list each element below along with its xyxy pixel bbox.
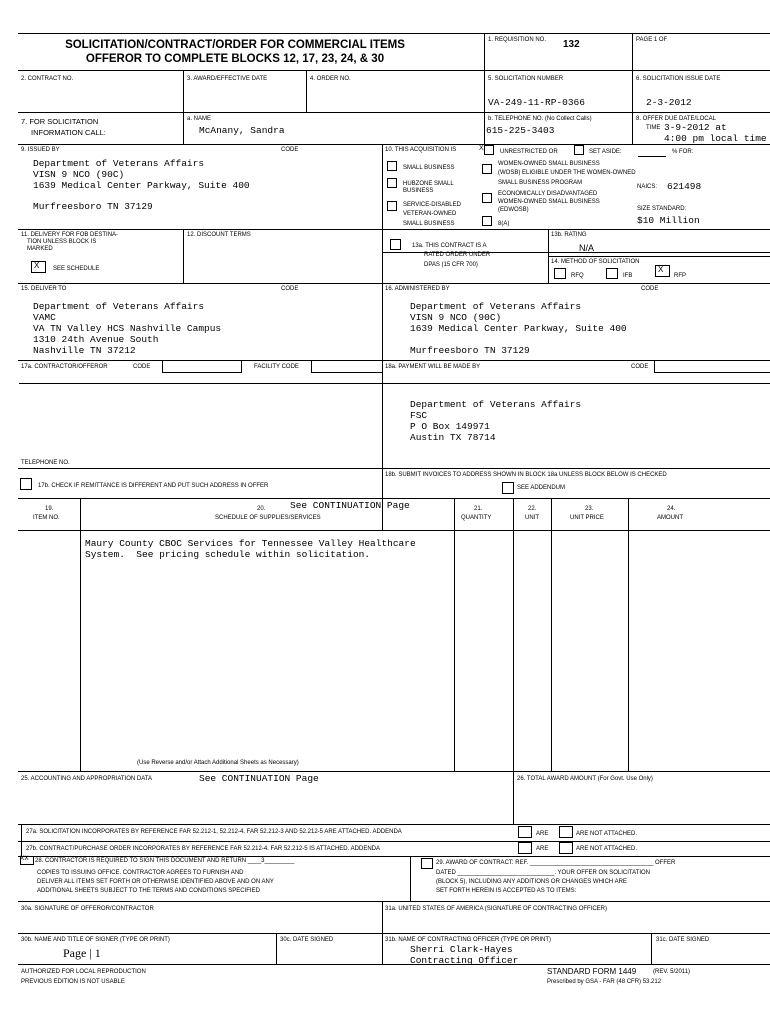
- administered-by-line: VISN 9 NCO (90C): [410, 312, 502, 323]
- see-schedule-label: SEE SCHEDULE: [53, 266, 100, 272]
- block29-line: SET FORTH HEREIN IS ACCEPTED AS TO ITEMS:: [436, 888, 577, 894]
- issued-by-line: VISN 9 NCO (90C): [33, 169, 125, 180]
- officer-name-label: 31b. NAME OF CONTRACTING OFFICER (TYPE OR PRINT): [385, 937, 552, 943]
- block28-line: ADDITIONAL SHEETS SUBJECT TO THE TERMS AND CONDITIONS SPECIFIED: [37, 888, 260, 894]
- acquisition-mark: X: [479, 145, 484, 152]
- telephone-label: b. TELEPHONE NO. (No Collect Calls): [488, 116, 592, 122]
- block29-line: 29. AWARD OF CONTRACT: REF. _____________________________________ OFFER: [436, 860, 676, 866]
- issue-date-value[interactable]: 2-3-2012: [646, 97, 692, 108]
- deliver-to-line: 1310 24th Avenue South: [33, 334, 159, 345]
- form-title-line1: SOLICITATION/CONTRACT/ORDER FOR COMMERCIAL ITEMS: [65, 39, 405, 51]
- remittance-label: 17b. CHECK IF REMITTANCE IS DIFFERENT AND PUT SUCH ADDRESS IN OFFER: [38, 483, 269, 489]
- col-schedule: SCHEDULE OF SUPPLIES/SERVICES: [215, 515, 321, 521]
- offer-due-value-2[interactable]: 4:00 pm local time: [664, 133, 767, 144]
- contract-no-label: 2. CONTRACT NO.: [21, 76, 74, 82]
- sdvosb-label: SERVICE-DISABLED: [403, 202, 461, 208]
- issued-by-line: 1639 Medical Center Parkway, Suite 400: [33, 180, 250, 191]
- contractor-code-label: CODE: [133, 364, 151, 370]
- schedule-description: System. See pricing schedule within solicitation.: [85, 549, 371, 560]
- delivery-fob-label: TION UNLESS BLOCK IS: [27, 239, 97, 245]
- telephone-value[interactable]: 615-225-3403: [486, 125, 555, 136]
- block28-line: COPIES TO ISSUING OFFICE. CONTRACTOR AGREES TO FURNISH AND: [37, 870, 244, 876]
- payment-label: 18a. PAYMENT WILL BE MADE BY: [385, 364, 481, 370]
- accounting-value[interactable]: See CONTINUATION Page: [199, 773, 319, 784]
- col-unit-price: UNIT PRICE: [570, 515, 604, 521]
- payment-line: P O Box 149971: [410, 421, 490, 432]
- award-date-label: 3. AWARD/EFFECTIVE DATE: [187, 76, 268, 82]
- see-addendum-label: SEE ADDENDUM: [517, 485, 566, 491]
- accounting-label: 25. ACCOUNTING AND APPROPRIATION DATA: [21, 776, 153, 782]
- block28-mark: XX: [20, 855, 29, 862]
- issued-by-code-label: CODE: [281, 147, 299, 153]
- set-aside-checkbox[interactable]: [574, 145, 584, 155]
- contractor-label: 17a. CONTRACTOR/OFFEROR: [21, 364, 108, 370]
- deliver-to-label: 15. DELIVER TO: [21, 286, 67, 292]
- page-number-footer: Page | 1: [63, 946, 101, 960]
- date-signed-30c-label: 30c. DATE SIGNED: [280, 937, 334, 943]
- deliver-to-line: VAMC: [33, 312, 56, 323]
- form-title-line2: OFFEROR TO COMPLETE BLOCKS 12, 17, 23, 24, & 30: [85, 53, 385, 65]
- eight-a-label: 8(A): [498, 221, 510, 227]
- delivery-fob-mark: X: [34, 261, 40, 270]
- unrestricted-checkbox[interactable]: [484, 145, 494, 155]
- officer-title-value: Contracting Officer: [410, 955, 519, 966]
- col-quantity: QUANTITY: [461, 515, 492, 521]
- block29-line: (BLOCK 5), INCLUDING ANY ADDITIONS OR CHANGES WHICH ARE: [436, 879, 627, 885]
- prescribed-by: Prescribed by GSA - FAR (48 CFR) 53.212: [547, 979, 662, 985]
- block28-checkbox[interactable]: [20, 856, 34, 865]
- submit-invoices-label: 18b. SUBMIT INVOICES TO ADDRESS SHOWN IN BLOCK 18a UNLESS BLOCK BELOW IS CHECKED: [385, 472, 667, 478]
- col-unit-price-num: 23.: [585, 506, 594, 512]
- col-amount-num: 24.: [667, 506, 676, 512]
- unrestricted-label: UNRESTRICTED OR: [500, 149, 558, 155]
- eight-a-checkbox[interactable]: [482, 216, 492, 226]
- clause-27b: 27b. CONTRACT/PURCHASE ORDER INCORPORATES BY REFERENCE FAR 52.212-4. FAR 52.212-5 IS ATTACHED. ADDENDA: [26, 846, 380, 852]
- wosb-checkbox[interactable]: [482, 164, 492, 174]
- footer-previous: PREVIOUS EDITION IS NOT USABLE: [21, 979, 125, 985]
- naics-label: NAICS:: [637, 184, 658, 190]
- block28-line: DELIVER ALL ITEMS SET FORTH OR OTHERWISE IDENTIFIED ABOVE AND ON ANY: [37, 879, 274, 885]
- signature-officer-label: 31a. UNITED STATES OF AMERICA (SIGNATURE OF CONTRACTING OFFICER): [385, 906, 608, 912]
- administered-by-label: 16. ADMINISTERED BY: [385, 286, 450, 292]
- col-item-no-num: 19.: [45, 506, 54, 512]
- 27b-are-not-checkbox[interactable]: [559, 842, 573, 854]
- contractor-code-input[interactable]: [162, 360, 242, 373]
- block28-line: 28. CONTRACTOR IS REQUIRED TO SIGN THIS DOCUMENT AND RETURN ____3_________: [35, 858, 295, 864]
- solicitation-number-value[interactable]: VA-249-11-RP-0366: [488, 97, 585, 108]
- facility-code-input[interactable]: [311, 360, 383, 373]
- administered-by-line: 1639 Medical Center Parkway, Suite 400: [410, 323, 627, 334]
- payment-line: Department of Veterans Affairs: [410, 399, 582, 410]
- 27a-are-not-label: ARE NOT ATTACHED.: [576, 831, 638, 837]
- hubzone-label: HUBZONE SMALL: [403, 181, 454, 187]
- schedule-description: Maury County CBOC Services for Tennessee Valley Healthcare: [85, 538, 416, 549]
- 27a-are-label: ARE: [536, 831, 549, 837]
- facility-code-label: FACILITY CODE: [254, 364, 299, 370]
- rated-order-label: RATED ORDER UNDER: [424, 252, 491, 258]
- 27b-are-not-label: ARE NOT ATTACHED.: [576, 846, 638, 852]
- remittance-checkbox[interactable]: [20, 478, 32, 490]
- payment-code-input[interactable]: [654, 360, 770, 373]
- 27b-are-checkbox[interactable]: [518, 842, 532, 854]
- solicitation-number-label: 5. SOLICITATION NUMBER: [488, 76, 564, 82]
- deliver-to-line: Department of Veterans Affairs: [33, 301, 205, 312]
- edwosb-label: ECONOMICALLY DISADVANTAGED: [498, 191, 598, 197]
- sdvosb-label: VETERAN-OWNED: [403, 211, 457, 217]
- size-standard-value[interactable]: $10 Million: [637, 215, 700, 226]
- deliver-to-code-label: CODE: [281, 286, 299, 292]
- administered-by-line: Murfreesboro TN 37129: [410, 345, 530, 356]
- ifb-label: IFB: [623, 273, 633, 279]
- col-item-no: ITEM NO.: [33, 515, 60, 521]
- edwosb-label: (EDWOSB): [498, 207, 529, 213]
- rfp-label: RFP: [674, 273, 686, 279]
- name-label: a. NAME: [187, 116, 212, 122]
- block27-left-bar: [21, 824, 22, 856]
- date-signed-31c-label: 31c. DATE SIGNED: [656, 937, 710, 943]
- small-business-label: SMALL BUSINESS: [403, 165, 455, 171]
- delivery-fob-label: 11. DELIVERY FOR FOB DESTINA-: [21, 232, 119, 238]
- 27b-are-label: ARE: [536, 846, 549, 852]
- col-schedule-value[interactable]: See CONTINUATION Page: [290, 500, 410, 511]
- issued-by-line: Murfreesboro TN 37129: [33, 201, 153, 212]
- administered-by-code-label: CODE: [641, 286, 659, 292]
- edwosb-label: WOMEN-OWNED SMALL BUSINESS: [498, 199, 600, 205]
- name-value[interactable]: McAnany, Sandra: [199, 125, 285, 136]
- ifb-checkbox[interactable]: [606, 268, 618, 279]
- clause-27a: 27a. SOLICITATION INCORPORATES BY REFERENCE FAR 52.212-1, 52.212-4. FAR 52.212-3 AND 52.212-5 ARE ATTACHED. ADDENDA: [26, 829, 402, 835]
- see-addendum-checkbox[interactable]: [502, 482, 514, 494]
- order-no-label: 4. ORDER NO.: [310, 76, 351, 82]
- discount-terms-label: 12. DISCOUNT TERMS: [187, 232, 251, 238]
- page-label: PAGE 1 OF: [636, 37, 668, 43]
- info-call-label-2: INFORMATION CALL:: [31, 128, 106, 137]
- small-business-checkbox[interactable]: [387, 161, 397, 171]
- deliver-to-line: VA TN Valley HCS Nashville Campus: [33, 323, 222, 334]
- pct-for-label: % FOR:: [672, 149, 694, 155]
- hubzone-checkbox[interactable]: [387, 178, 397, 188]
- sdvosb-label: SMALL BUSINESS: [403, 221, 455, 227]
- rfp-checkbox[interactable]: [655, 265, 670, 277]
- method-label: 14. METHOD OF SOLICITATION: [551, 259, 640, 265]
- signer-name-label: 30b. NAME AND TITLE OF SIGNER (TYPE OR PRINT): [21, 937, 170, 943]
- deliver-to-line: Nashville TN 37212: [33, 345, 136, 356]
- col-unit: UNIT: [525, 515, 539, 521]
- rated-order-label: DPAS (15 CFR 700): [424, 262, 478, 268]
- rating-label: 13b. RATING: [551, 232, 587, 238]
- form-revision: (REV. 5/2011): [653, 969, 691, 975]
- col-unit-num: 22.: [528, 506, 537, 512]
- delivery-fob-label: MARKED: [27, 246, 53, 252]
- wosb-label: WOMEN-OWNED SMALL BUSINESS: [498, 161, 600, 167]
- rfq-label: RFQ: [571, 273, 584, 279]
- total-award-label: 26. TOTAL AWARD AMOUNT (For Govt. Use Only): [517, 776, 653, 782]
- requisition-value[interactable]: 132: [563, 39, 580, 50]
- sdvosb-checkbox[interactable]: [387, 201, 397, 211]
- delivery-fob-checkbox[interactable]: [31, 261, 46, 273]
- rating-value[interactable]: N/A: [579, 243, 595, 253]
- standard-form-label: STANDARD FORM 1449: [547, 967, 637, 976]
- 27a-are-checkbox[interactable]: [518, 826, 532, 838]
- officer-name-value: Sherri Clark-Hayes: [410, 944, 513, 955]
- naics-value[interactable]: 621498: [667, 181, 702, 192]
- time-label: TIME: [646, 125, 661, 131]
- col-amount: AMOUNT: [657, 515, 683, 521]
- size-standard-label: SIZE STANDARD:: [637, 206, 687, 212]
- set-aside-pct-line: [638, 156, 666, 157]
- reverse-note: (Use Reverse and/or Attach Additional Sheets as Necessary): [137, 760, 299, 766]
- wosb-label: (WOSB) ELIGIBLE UNDER THE WOMEN-OWNED: [498, 170, 636, 176]
- hubzone-label: BUSINESS: [403, 188, 434, 194]
- payment-code-label: CODE: [631, 364, 649, 370]
- telephone-no-label: TELEPHONE NO.: [21, 460, 70, 466]
- rfq-checkbox[interactable]: [554, 268, 566, 279]
- 27a-are-not-checkbox[interactable]: [559, 826, 573, 838]
- wosb-label: SMALL BUSINESS PROGRAM: [498, 180, 583, 186]
- issue-date-label: 6. SOLICITATION ISSUE DATE: [636, 76, 721, 82]
- offer-due-label: 8. OFFER DUE DATE/LOCAL: [636, 116, 716, 122]
- issued-by-label: 9. ISSUED BY: [21, 147, 60, 153]
- rfp-mark: X: [658, 265, 664, 274]
- signature-offeror-label: 30a. SIGNATURE OF OFFEROR/CONTRACTOR: [21, 906, 154, 912]
- payment-line: Austin TX 78714: [410, 432, 496, 443]
- set-aside-label: SET ASIDE:: [589, 149, 622, 155]
- rated-order-checkbox[interactable]: [390, 239, 401, 250]
- info-call-label-1: 7. FOR SOLICITATION: [21, 117, 99, 126]
- block29-line: DATED _____________________________. YOUR OFFER ON SOLICITATION: [436, 870, 651, 876]
- rated-order-label: 13a. THIS CONTRACT IS A: [412, 243, 487, 249]
- issued-by-line: Department of Veterans Affairs: [33, 158, 205, 169]
- acquisition-label: 10. THIS ACQUISITION IS: [385, 147, 457, 153]
- payment-line: FSC: [410, 410, 428, 421]
- footer-authorized: AUTHORIZED FOR LOCAL REPRODUCTION: [21, 969, 146, 975]
- block29-checkbox[interactable]: [421, 858, 433, 869]
- edwosb-checkbox[interactable]: [482, 193, 492, 203]
- col-quantity-num: 21.: [474, 506, 483, 512]
- administered-by-line: Department of Veterans Affairs: [410, 301, 582, 312]
- offer-due-value-1[interactable]: 3-9-2012 at: [664, 122, 727, 133]
- col-schedule-num: 20.: [257, 506, 266, 512]
- requisition-label: 1. REQUISITION NO.: [488, 37, 547, 43]
